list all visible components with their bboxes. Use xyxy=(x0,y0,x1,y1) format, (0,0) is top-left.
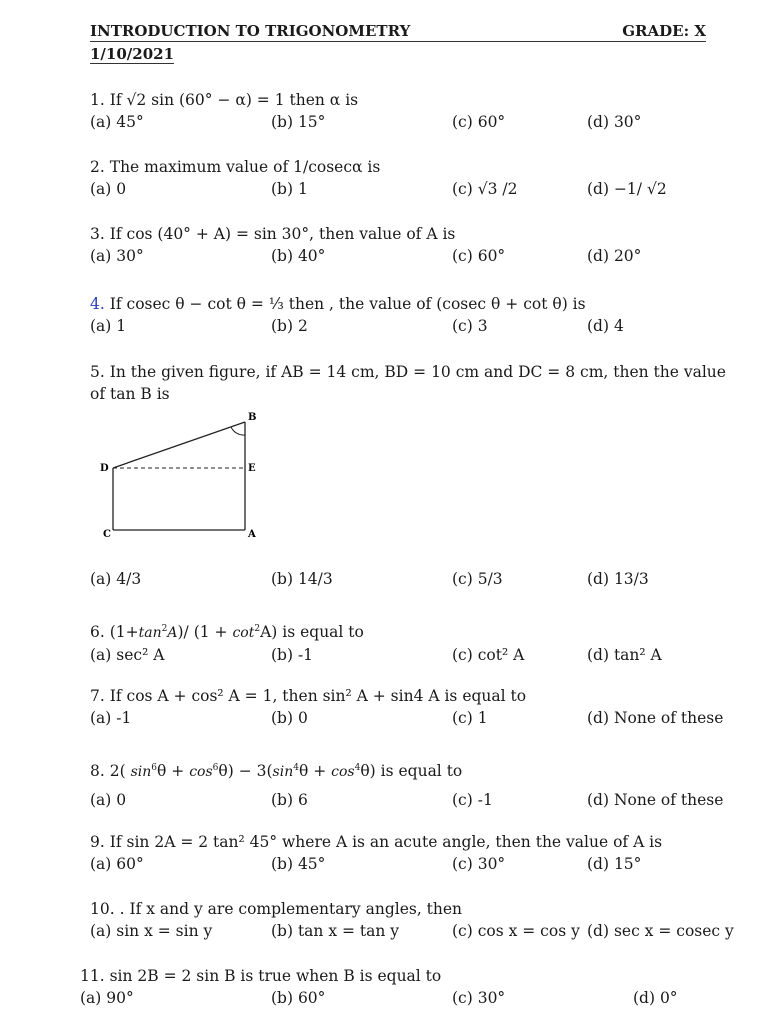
option-d: (d) 0° xyxy=(633,989,678,1007)
question-text: If √2 sin (60° − α) = 1 then α is xyxy=(109,91,359,109)
option-b: (b) 6 xyxy=(271,791,308,810)
question-text: sin 2B = 2 sin B is true when B is equal to xyxy=(109,967,442,985)
option-b: (b) 1 xyxy=(271,180,308,198)
option-d: (d) 15° xyxy=(587,855,642,873)
option-b: (b) 2 xyxy=(271,317,308,335)
option-b: (b) 60° xyxy=(271,989,326,1007)
option-c: (c) 3 xyxy=(452,317,488,335)
option-b: (b) -1 xyxy=(271,646,314,665)
question-number: 4. xyxy=(90,295,105,313)
question-number: 9. xyxy=(90,833,105,851)
label-e: E xyxy=(248,463,256,474)
label-a: A xyxy=(248,529,256,540)
option-c: (c) 5/3 xyxy=(452,570,503,588)
question-number: 7. xyxy=(90,687,105,705)
option-a: (a) 60° xyxy=(90,855,144,873)
question-text: If sin 2A = 2 tan² 45° where A is an acute angle, then the value of A is xyxy=(109,833,663,851)
label-b: B xyxy=(248,412,257,423)
option-a: (a) 45° xyxy=(90,113,144,131)
option-d: (d) None of these xyxy=(587,791,724,810)
option-c: (c) cos x = cos y xyxy=(452,922,580,940)
option-d: (d) None of these xyxy=(587,709,724,727)
option-c: (c) 1 xyxy=(452,709,488,727)
option-d: (d) −1/ √2 xyxy=(587,180,667,198)
option-c: (c) 60° xyxy=(452,247,506,265)
option-a: (a) 1 xyxy=(90,317,127,335)
option-d: (d) 30° xyxy=(587,113,642,131)
question-3 xyxy=(90,223,730,267)
question-1 xyxy=(90,89,730,133)
option-b: (b) tan x = tan y xyxy=(271,922,400,940)
question-number: 11. xyxy=(80,967,105,985)
option-b: (b) 0 xyxy=(271,709,308,727)
question-text: If cos A + cos² A = 1, then sin² A + sin4 A is equal to xyxy=(109,687,527,705)
option-c: (c) 30° xyxy=(452,855,506,873)
question-4 xyxy=(90,293,730,337)
option-c: (c) cot² A xyxy=(452,646,525,665)
question-5-options xyxy=(90,568,730,590)
question-number: 2. xyxy=(90,158,105,176)
question-text: If cosec θ − cot θ = ⅓ then , the value of (cosec θ + cot θ) is xyxy=(109,295,586,313)
option-a: (a) 30° xyxy=(90,247,144,265)
date-label: 1/10/2021 xyxy=(90,45,175,63)
angle-b-arc xyxy=(231,427,245,435)
question-text: 8. 2( $\sin^6\theta + \cos^6\theta) - 3(\sin^4\theta + \cos^4\theta)$ is equal to xyxy=(90,762,463,781)
question-number: 3. xyxy=(90,225,105,243)
option-d: (d) tan² A xyxy=(587,646,662,665)
option-c: (c) 30° xyxy=(452,989,506,1007)
option-b: (b) 15° xyxy=(271,113,326,131)
option-a: (a) 90° xyxy=(80,989,134,1007)
question-8 xyxy=(90,757,730,811)
question-2 xyxy=(90,156,730,200)
option-a: (a) -1 xyxy=(90,709,132,727)
option-a: (a) 0 xyxy=(90,180,127,198)
question-6 xyxy=(90,618,730,666)
option-c: (c) 60° xyxy=(452,113,506,131)
option-c: (c) √3 /2 xyxy=(452,180,518,198)
label-c: C xyxy=(103,529,111,540)
question-text: In the given figure, if AB = 14 cm, BD = 10 cm and DC = 8 cm, then the value of tan B is xyxy=(90,363,726,403)
option-a: (a) sin x = sin y xyxy=(90,922,213,940)
label-d: D xyxy=(100,463,109,474)
option-d: (d) 20° xyxy=(587,247,642,265)
option-c: (c) -1 xyxy=(452,791,493,810)
question-text: The maximum value of 1/cosecα is xyxy=(109,158,381,176)
question-number: 10. . xyxy=(90,900,125,918)
worksheet-title: INTRODUCTION TO TRIGONOMETRY xyxy=(90,22,411,40)
question-text: If x and y are complementary angles, then xyxy=(129,900,463,918)
option-a: (a) sec² A xyxy=(90,646,165,665)
option-a: (a) 4/3 xyxy=(90,570,142,588)
option-b: (b) 45° xyxy=(271,855,326,873)
question-number: 8. xyxy=(90,762,105,781)
question-5 xyxy=(90,361,730,405)
trapezium-figure xyxy=(90,405,280,545)
question-text: 6. $(1+\tan^2A)/$ $(1 + \cot^2A)$ is equal to xyxy=(90,623,364,642)
option-b: (b) 14/3 xyxy=(271,570,333,588)
question-11 xyxy=(80,965,720,1009)
question-7 xyxy=(90,685,730,729)
page-header xyxy=(90,22,706,64)
question-number: 5. xyxy=(90,363,105,381)
option-d: (d) 13/3 xyxy=(587,570,649,588)
edge-db xyxy=(113,422,245,468)
question-text: If cos (40° + A) = sin 30°, then value of A is xyxy=(109,225,456,243)
question-9 xyxy=(90,831,730,875)
option-d: (d) 4 xyxy=(587,317,624,335)
option-d: (d) sec x = cosec y xyxy=(587,922,734,940)
question-number: 6. xyxy=(90,623,105,642)
option-a: (a) 0 xyxy=(90,791,127,810)
question-number: 1. xyxy=(90,91,105,109)
option-b: (b) 40° xyxy=(271,247,326,265)
grade-label: GRADE: X xyxy=(622,22,706,40)
question-10 xyxy=(90,898,734,942)
